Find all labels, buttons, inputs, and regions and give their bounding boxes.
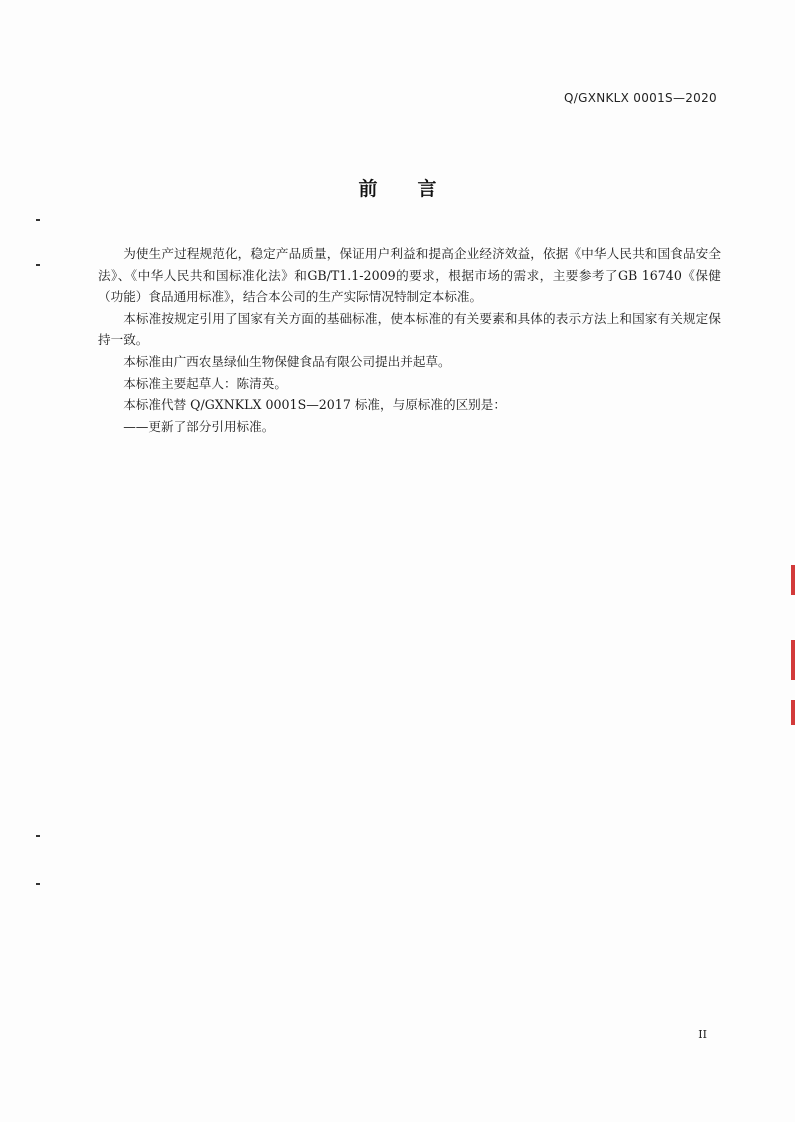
seal-edge-mark — [791, 565, 795, 595]
seal-edge-mark — [791, 640, 795, 680]
paragraph-change-item: ——更新了部分引用标准。 — [123, 418, 275, 434]
scan-mark — [36, 264, 40, 266]
page-number: II — [698, 1028, 707, 1041]
paragraph-basis: 为使生产过程规范化，稳定产品质量，保证用户利益和提高企业经济效益，依据《中华人民共和国食品安全法》、《中华人民共和国标准化法》和GB/T1.1-2009的要求，根据市场的需求，主要参考了GB 16740《保健（功能）食品通用标准》，结合本公司的生产实际情况特制定本标准。 — [98, 246, 721, 305]
scan-mark — [36, 835, 40, 837]
scan-mark — [36, 219, 40, 221]
paragraph-replacement: 本标准代替 Q/GXNKLX 0001S—2017 标准，与原标准的区别是： — [123, 397, 506, 413]
document-body — [98, 243, 721, 437]
paragraph-references: 本标准按规定引用了国家有关方面的基础标准，使本标准的有关要素和具体的表示方法上和国家有关规定保持一致。 — [98, 310, 721, 348]
seal-edge-mark — [791, 700, 795, 725]
paragraph-proposer: 本标准由广西农垦绿仙生物保健食品有限公司提出并起草。 — [123, 353, 451, 369]
standard-code: Q/GXNKLX 0001S—2020 — [564, 91, 717, 105]
paragraph-drafter: 本标准主要起草人：陈清英。 — [123, 375, 287, 391]
scan-mark — [36, 883, 40, 885]
page-title: 前言 — [358, 178, 477, 200]
